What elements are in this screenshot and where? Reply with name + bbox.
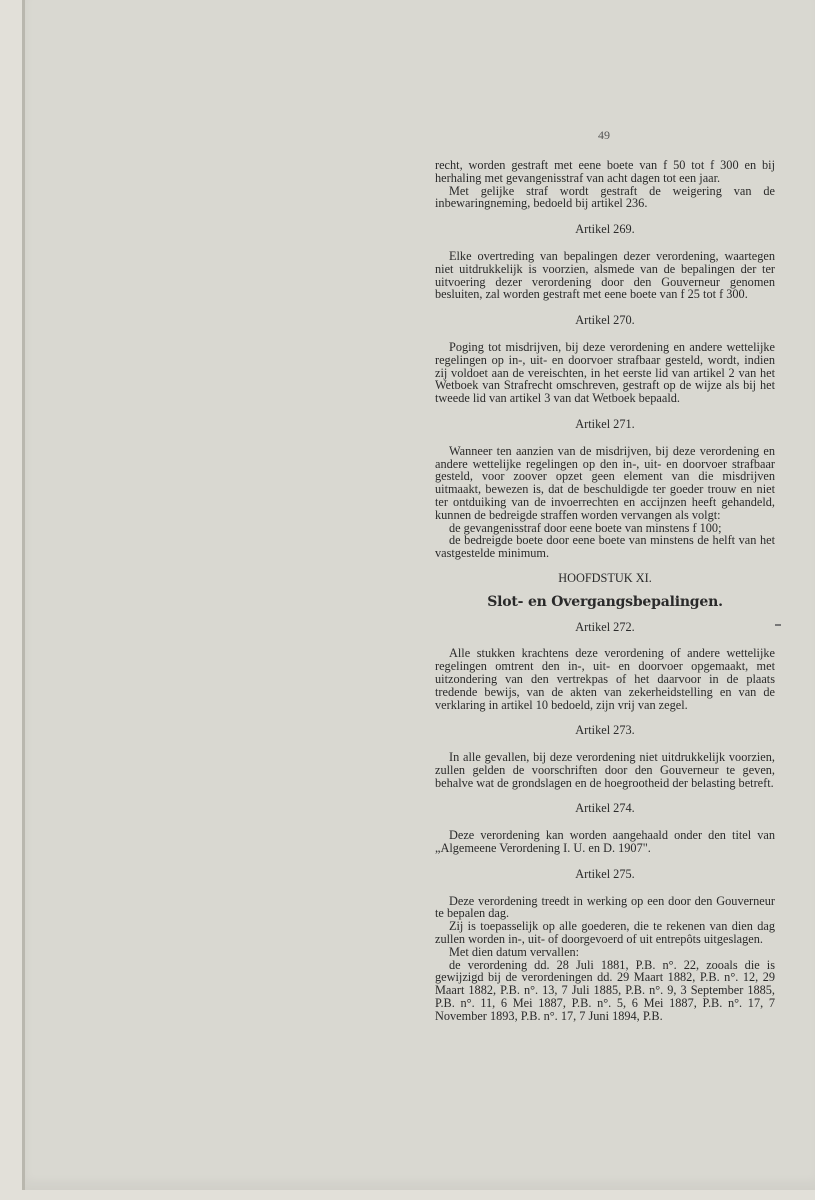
paragraph: Met dien datum vervallen: bbox=[449, 944, 580, 959]
article-heading: Artikel 272. bbox=[575, 619, 635, 634]
paragraph: Elke overtreding van bepalingen dezer verordening, waartegen niet uitdrukkelijk is voorzien, alsmede van de bepalingen der ter uitvoering dezer verordening door den Gouverneur genomen besluiten, zal worden gestraft met eene boete van f 25 tot f 300. bbox=[435, 248, 775, 302]
paragraph: Wanneer ten aanzien van de misdrijven, bij deze verordening en andere wettelijke regelingen op den in-, uit- en doorvoer strafbaar gesteld, voor zoover opzet geen element van die misdrijven uitmaakt, bewezen is, dat de beschuldigde ter goeder trouw en niet ter ontduiking van de invoerrechten en accijnzen heeft gehandeld, kunnen de bedreigde straffen worden vervangen als volgt: bbox=[435, 443, 775, 522]
paragraph: Deze verordening kan worden aangehaald onder den titel van „Algemeene Verordening I. U. en D. 1907". bbox=[435, 828, 775, 856]
paragraph: In alle gevallen, bij deze verordening niet uitdrukkelijk voorzien, zullen gelden de voorschriften door den Gouverneur te geven, behalve wat de grondslagen en de hoegrootheid der belasting betreft. bbox=[435, 750, 775, 790]
paragraph: Alle stukken krachtens deze verordening of andere wettelijke regelingen omtrent den in-, uit- en doorvoer opgemaakt, met uitzondering van den vertrekpas of het daarvoor in de plaats tredende bewijs, van de akten van zekerheidstelling en van de verklaring in artikel 10 bedoeld, zijn vrij van zegel. bbox=[435, 646, 775, 712]
article-heading: Artikel 273. bbox=[575, 723, 635, 738]
paragraph: Deze verordening treedt in werking op een door den Gouverneur te bepalen dag. bbox=[435, 893, 775, 921]
paragraph: recht, worden gestraft met eene boete van f 50 tot f 300 en bij herhaling met gevangenisstraf van acht dagen tot een jaar. bbox=[435, 158, 775, 185]
margin-mark bbox=[775, 624, 781, 626]
text-column bbox=[435, 159, 775, 1023]
article-heading: Artikel 274. bbox=[575, 801, 635, 816]
chapter-heading: HOOFDSTUK XI. bbox=[558, 570, 652, 585]
paragraph: de gevangenisstraf door eene boete van minstens f 100; bbox=[449, 520, 722, 535]
article-heading: Artikel 269. bbox=[575, 222, 635, 237]
article-heading: Artikel 270. bbox=[575, 313, 635, 328]
article-heading: Artikel 271. bbox=[575, 416, 635, 431]
paragraph: Zij is toepasselijk op alle goederen, die te rekenen van dien dag zullen worden in-, uit- of doorgevoerd of uit entrepôts uitgeslagen. bbox=[435, 919, 775, 947]
paragraph: Poging tot misdrijven, bij deze verordening en andere wettelijke regelingen op in-, uit- en doorvoer strafbaar gesteld, wordt, indien zij voldoet aan de vereischten, in het eerste lid van artikel 2 van het Wetboek van Strafrecht omschreven, gestraft op de wijze als bij het tweede lid van artikel 3 van dat Wetboek bepaald. bbox=[435, 339, 775, 406]
chapter-title: Slot- en Overgangsbepalingen. bbox=[487, 593, 723, 610]
article-heading: Artikel 275. bbox=[575, 866, 635, 881]
paragraph: Met gelijke straf wordt gestraft de weigering van de inbewaringneming, bedoeld bij artikel 236. bbox=[435, 183, 775, 211]
paragraph: de verordening dd. 28 Juli 1881, P.B. n°. 22, zooals die is gewijzigd bij de verordeningen dd. 29 Maart 1882, P.B. n°. 12, 29 Maart 1882, P.B. n°. 13, 7 Juli 1885, P.B. n°. 9, 3 September 1885, P.B. n°. 11, 6 Mei 1887, P.B. n°. 5, 6 Mei 1887, P.B. n°. 17, 7 November 1893, P.B. n°. 17, 7 Juni 1894, P.B. bbox=[435, 957, 775, 1023]
page-number: 49 bbox=[598, 128, 610, 142]
paragraph: de bedreigde boete door eene boete van minstens de helft van het vastgestelde minimum. bbox=[435, 533, 775, 561]
document-page bbox=[22, 0, 815, 1190]
